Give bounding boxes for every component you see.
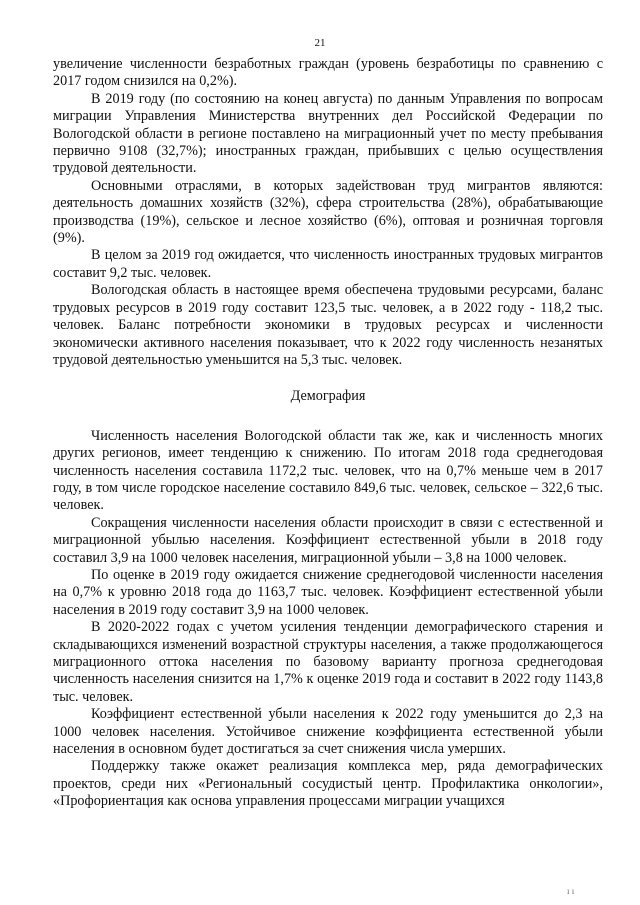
paragraph-demographic-projects: Поддержку также окажет реализация комплекса мер, ряда демографических проектов, среди них «Региональный сосудистый центр. Профилактика онкологии», «Профориентация как основа управления процессами миграции учащихся (53, 758, 603, 810)
paragraph-migrant-sectors: Основными отраслями, в которых задействован труд мигрантов являются: деятельность домашних хозяйств (32%), сфера строительства (28%), обрабатывающие производства (19%), сельское и лесное хозяйство (6%), оптовая и розничная торговля (9%). (53, 177, 603, 247)
scan-corner-mark: ı ı (567, 886, 575, 896)
paragraph-population-2020-2022-forecast: В 2020-2022 годах с учетом усиления тенденции демографического старения и складывающихся изменений возрастной структуры населения, а также продолжающегося миграционного оттока населения по базовому варианту прогноза среднегодовая численность населения снизится на 1,7% к оценке 2019 года и составит в 2022 году 1143,8 тыс. человек. (53, 619, 603, 705)
paragraph-migrant-forecast: В целом за 2019 год ожидается, что численность иностранных трудовых мигрантов составит 9,2 тыс. человек. (53, 247, 603, 281)
page-number: 21 (314, 37, 326, 49)
paragraph-natural-decline-coefficient: Коэффициент естественной убыли населения к 2022 году уменьшится до 2,3 на 1000 человек населения. Устойчивое снижение коэффициента естественной убыли населения в основном будет достигаться за счет снижения числа умерших. (53, 706, 603, 758)
document-body (53, 56, 603, 811)
paragraph-unemployment-continuation: увеличение численности безработных граждан (уровень безработицы по сравнению с 2017 годом снизился на 0,2%). (53, 56, 603, 90)
paragraph-population-trend: Численность населения Вологодской области так же, как и численность многих других регионов, имеет тенденцию к снижению. По итогам 2018 года среднегодовая численность населения составила 1172,2 тыс. человек, что на 0,7% меньше чем в 2017 году, в том числе городское население составило 849,6 тыс. человек, сельское – 322,6 тыс. человек. (53, 427, 603, 514)
paragraph-labor-balance: Вологодская область в настоящее время обеспечена трудовыми ресурсами, баланс трудовых ресурсов в 2019 году составит 123,5 тыс. человек, а в 2022 году - 118,2 тыс. человек. Баланс потребности экономики в трудовых ресурсах и численности экономически активного населения показывает, что к 2022 году численность незанятых трудовой деятельностью уменьшится на 5,3 тыс. человек. (53, 282, 603, 368)
paragraph-population-2019-estimate: По оценке в 2019 году ожидается снижение среднегодовой численности населения на 0,7% к уровню 2018 года до 1163,7 тыс. человек. Коэффициент естественной убыли населения в 2019 году составит 3,9 на 1000 человек. (53, 566, 603, 618)
paragraph-population-decline-causes: Сокращения численности населения области происходит в связи с естественной и миграционной убылью населения. Коэффициент естественной убыли в 2018 году составил 3,9 на 1000 человек населения, миграционной убыли – 3,8 на 1000 человек. (53, 514, 603, 566)
section-title-demography: Демография (290, 388, 366, 405)
paragraph-migration-registration: В 2019 году (по состоянию на конец августа) по данным Управления по вопросам миграции Управления Министерства внутренних дел Российской Федерации по Вологодской области в регионе поставлено на миграционный учет по месту пребывания первично 9108 (32,7%); иностранных граждан, прибывших с целью осуществления трудовой деятельности. (53, 90, 603, 177)
